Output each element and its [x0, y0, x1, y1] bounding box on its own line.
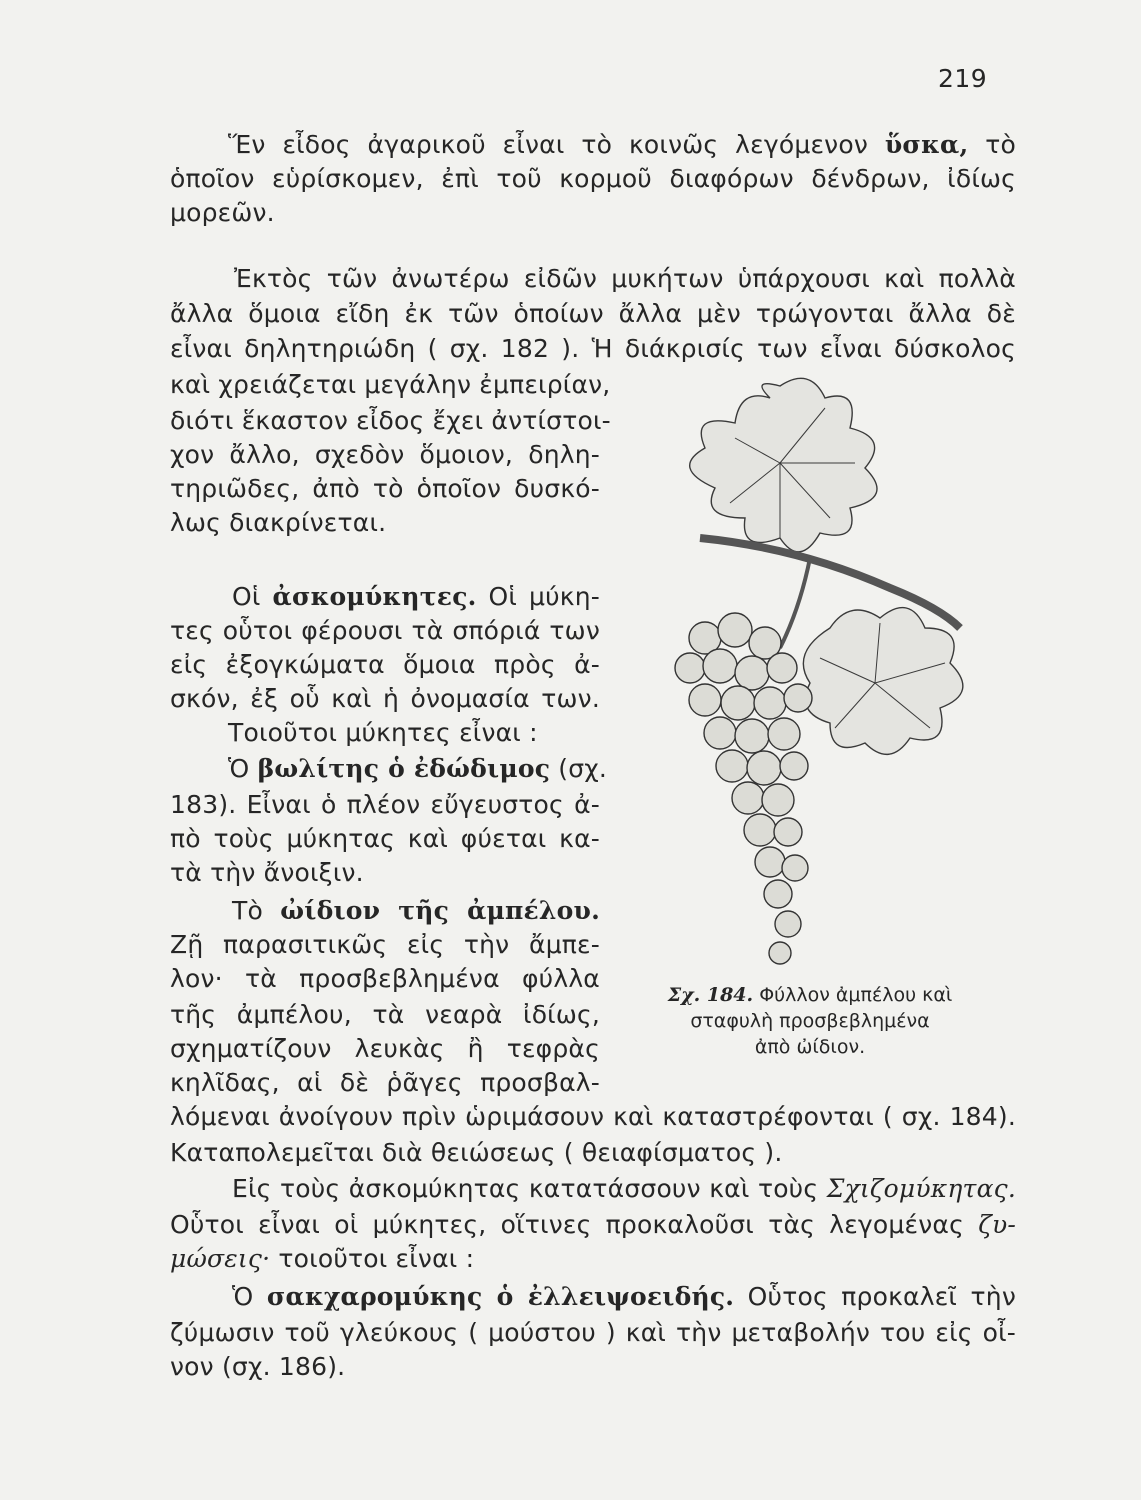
p1-line-2: ὁποῖον εὑρίσκομεν, ἐπὶ τοῦ κορμοῦ διαφόρων δένδρων, ἰδίως [170, 164, 1016, 193]
text-span: τοιοῦτοι εἶναι : [278, 1244, 475, 1273]
text-span: Οἱ [232, 582, 261, 611]
p2-line-1: Ἐκτὸς τῶν ἀνωτέρω εἰδῶν μυκήτων ὑπάρχουσι καὶ πολλὰ [234, 264, 1016, 293]
text-span: (σχ. [558, 754, 608, 783]
p2-line-8: λως διακρίνεται. [170, 508, 387, 537]
p4-line-2: Ζῇ παρασιτικῶς εἰς τὴν ἄμπε- [170, 930, 600, 959]
p2-line-7: τηριῶδες, ἀπὸ τὸ ὁποῖον δυσκό- [170, 474, 600, 503]
caption-text: Φύλλον ἀμπέλου καὶ [759, 984, 953, 1006]
upper-leaf [690, 378, 877, 552]
page-number: 219 [938, 64, 988, 93]
p1-line-3: μορεῶν. [170, 198, 275, 227]
p3-line-6 [228, 752, 608, 786]
p3-line-2: τες οὗτοι φέρουσι τὰ σπόριά των [170, 616, 600, 645]
p2-line-4: καὶ χρειάζεται μεγάλην ἐμπειρίαν, [170, 370, 611, 399]
p3-line-3: εἰς ἐξογκώματα ὅμοια πρὸς ἀ- [170, 650, 600, 679]
p4-line-4: τῆς ἀμπέλου, τὰ νεαρὰ ἰδίως, [170, 1000, 600, 1029]
p3-line-8: πὸ τοὺς μύκητας καὶ φύεται κα- [170, 824, 600, 853]
p4-line-7: λόμεναι ἀνοίγουν πρὶν ὡριμάσουν καὶ καταστρέφονται ( σχ. 184). [170, 1102, 1016, 1131]
text-span: Ἕν εἶδος ἀγαρικοῦ εἶναι τὸ κοινῶς λεγόμενον [228, 130, 868, 159]
p3-line-7: 183). Εἶναι ὁ πλέον εὔγευστος ἀ- [170, 790, 600, 819]
bold-term-askomykites: ἀσκομύκητες. [272, 582, 477, 611]
bold-term-sakcharomykis: σακχαρομύκης ὁ ἐλλειψοειδής. [266, 1282, 735, 1311]
italic-term-zymoseis: ζυ- [978, 1210, 1016, 1239]
text-span: Ὁ [228, 754, 250, 783]
p2-line-3: εἶναι δηλητηριώδη ( σχ. 182 ). Ἡ διάκρισίς των εἶναι δύσκολος [170, 334, 1016, 363]
caption-line-3: ἀπὸ ὠίδιον. [754, 1036, 866, 1058]
p5-line-1 [232, 1172, 1016, 1206]
grape-bunch [675, 613, 812, 964]
figure-caption [630, 982, 990, 1060]
text-span: Τὸ [232, 896, 263, 925]
p2-line-2: ἄλλα ὅμοια εἴδη ἐκ τῶν ὁποίων ἄλλα μὲν τρώγονται ἄλλα δὲ [170, 299, 1016, 328]
italic-term-schizomykites: Σχιζομύκητας. [826, 1174, 1016, 1203]
p4-line-1 [232, 894, 600, 928]
text-span: Οὗτοι εἶναι οἱ μύκητες, οἵτινες προκαλοῦσι τὰς λεγομένας [170, 1210, 964, 1239]
p4-line-8: Καταπολεμεῖται διὰ θειώσεως ( θειαφίσματος ). [170, 1138, 783, 1167]
text-span: Οἱ μύκη- [488, 582, 600, 611]
p6-line-3: νον (σχ. 186). [170, 1352, 346, 1381]
p5-line-3 [170, 1242, 474, 1276]
p3-line-4: σκόν, ἐξ οὗ καὶ ἡ ὀνομασία των. [170, 684, 600, 713]
caption-line-1 [630, 982, 990, 1008]
text-span: Ὁ [232, 1282, 254, 1311]
p4-line-6: κηλῖδας, αἱ δὲ ῥᾶγες προσβαλ- [170, 1068, 600, 1097]
text-span: τὸ [985, 130, 1016, 159]
p5-line-2 [170, 1208, 1016, 1242]
bold-term-oidion: ὠίδιον τῆς ἀμπέλου. [280, 896, 600, 925]
p4-line-5: σχηματίζουν λευκὰς ἢ τεφρὰς [170, 1034, 600, 1063]
p3-line-5: Τοιοῦτοι μύκητες εἶναι : [228, 718, 538, 747]
p3-line-9: τὰ τὴν ἄνοιξιν. [170, 858, 364, 887]
figure-label: Σχ. 184. [667, 984, 754, 1006]
bold-term-yska: ὕσκα, [884, 130, 969, 159]
text-span: Εἰς τοὺς ἀσκομύκητας κατατάσσουν καὶ τοὺς [232, 1174, 819, 1203]
grape-illustration [660, 368, 1000, 976]
p2-line-5: διότι ἕκαστον εἶδος ἔχει ἀντίστοι- [170, 406, 611, 435]
p2-line-6: χον ἄλλο, σχεδὸν ὅμοιον, δηλη- [170, 440, 600, 469]
p3-line-1 [232, 580, 600, 614]
p6-line-1 [232, 1280, 1016, 1314]
italic-term-zymoseis-end: μώσεις· [170, 1244, 271, 1273]
bold-term-volitis: βωλίτης ὁ ἐδώδιμος [257, 754, 551, 783]
text-span: Οὗτος προκαλεῖ τὴν [747, 1282, 1016, 1311]
p4-line-3: λον· τὰ προσβεβλημένα φύλλα [170, 964, 600, 993]
p1-line-1 [228, 128, 1016, 162]
p6-line-2: ζύμωσιν τοῦ γλεύκους ( μούστου ) καὶ τὴν μεταβολήν του εἰς οἶ- [170, 1318, 1016, 1347]
caption-line-2: σταφυλὴ προσβεβλημένα [690, 1010, 930, 1032]
